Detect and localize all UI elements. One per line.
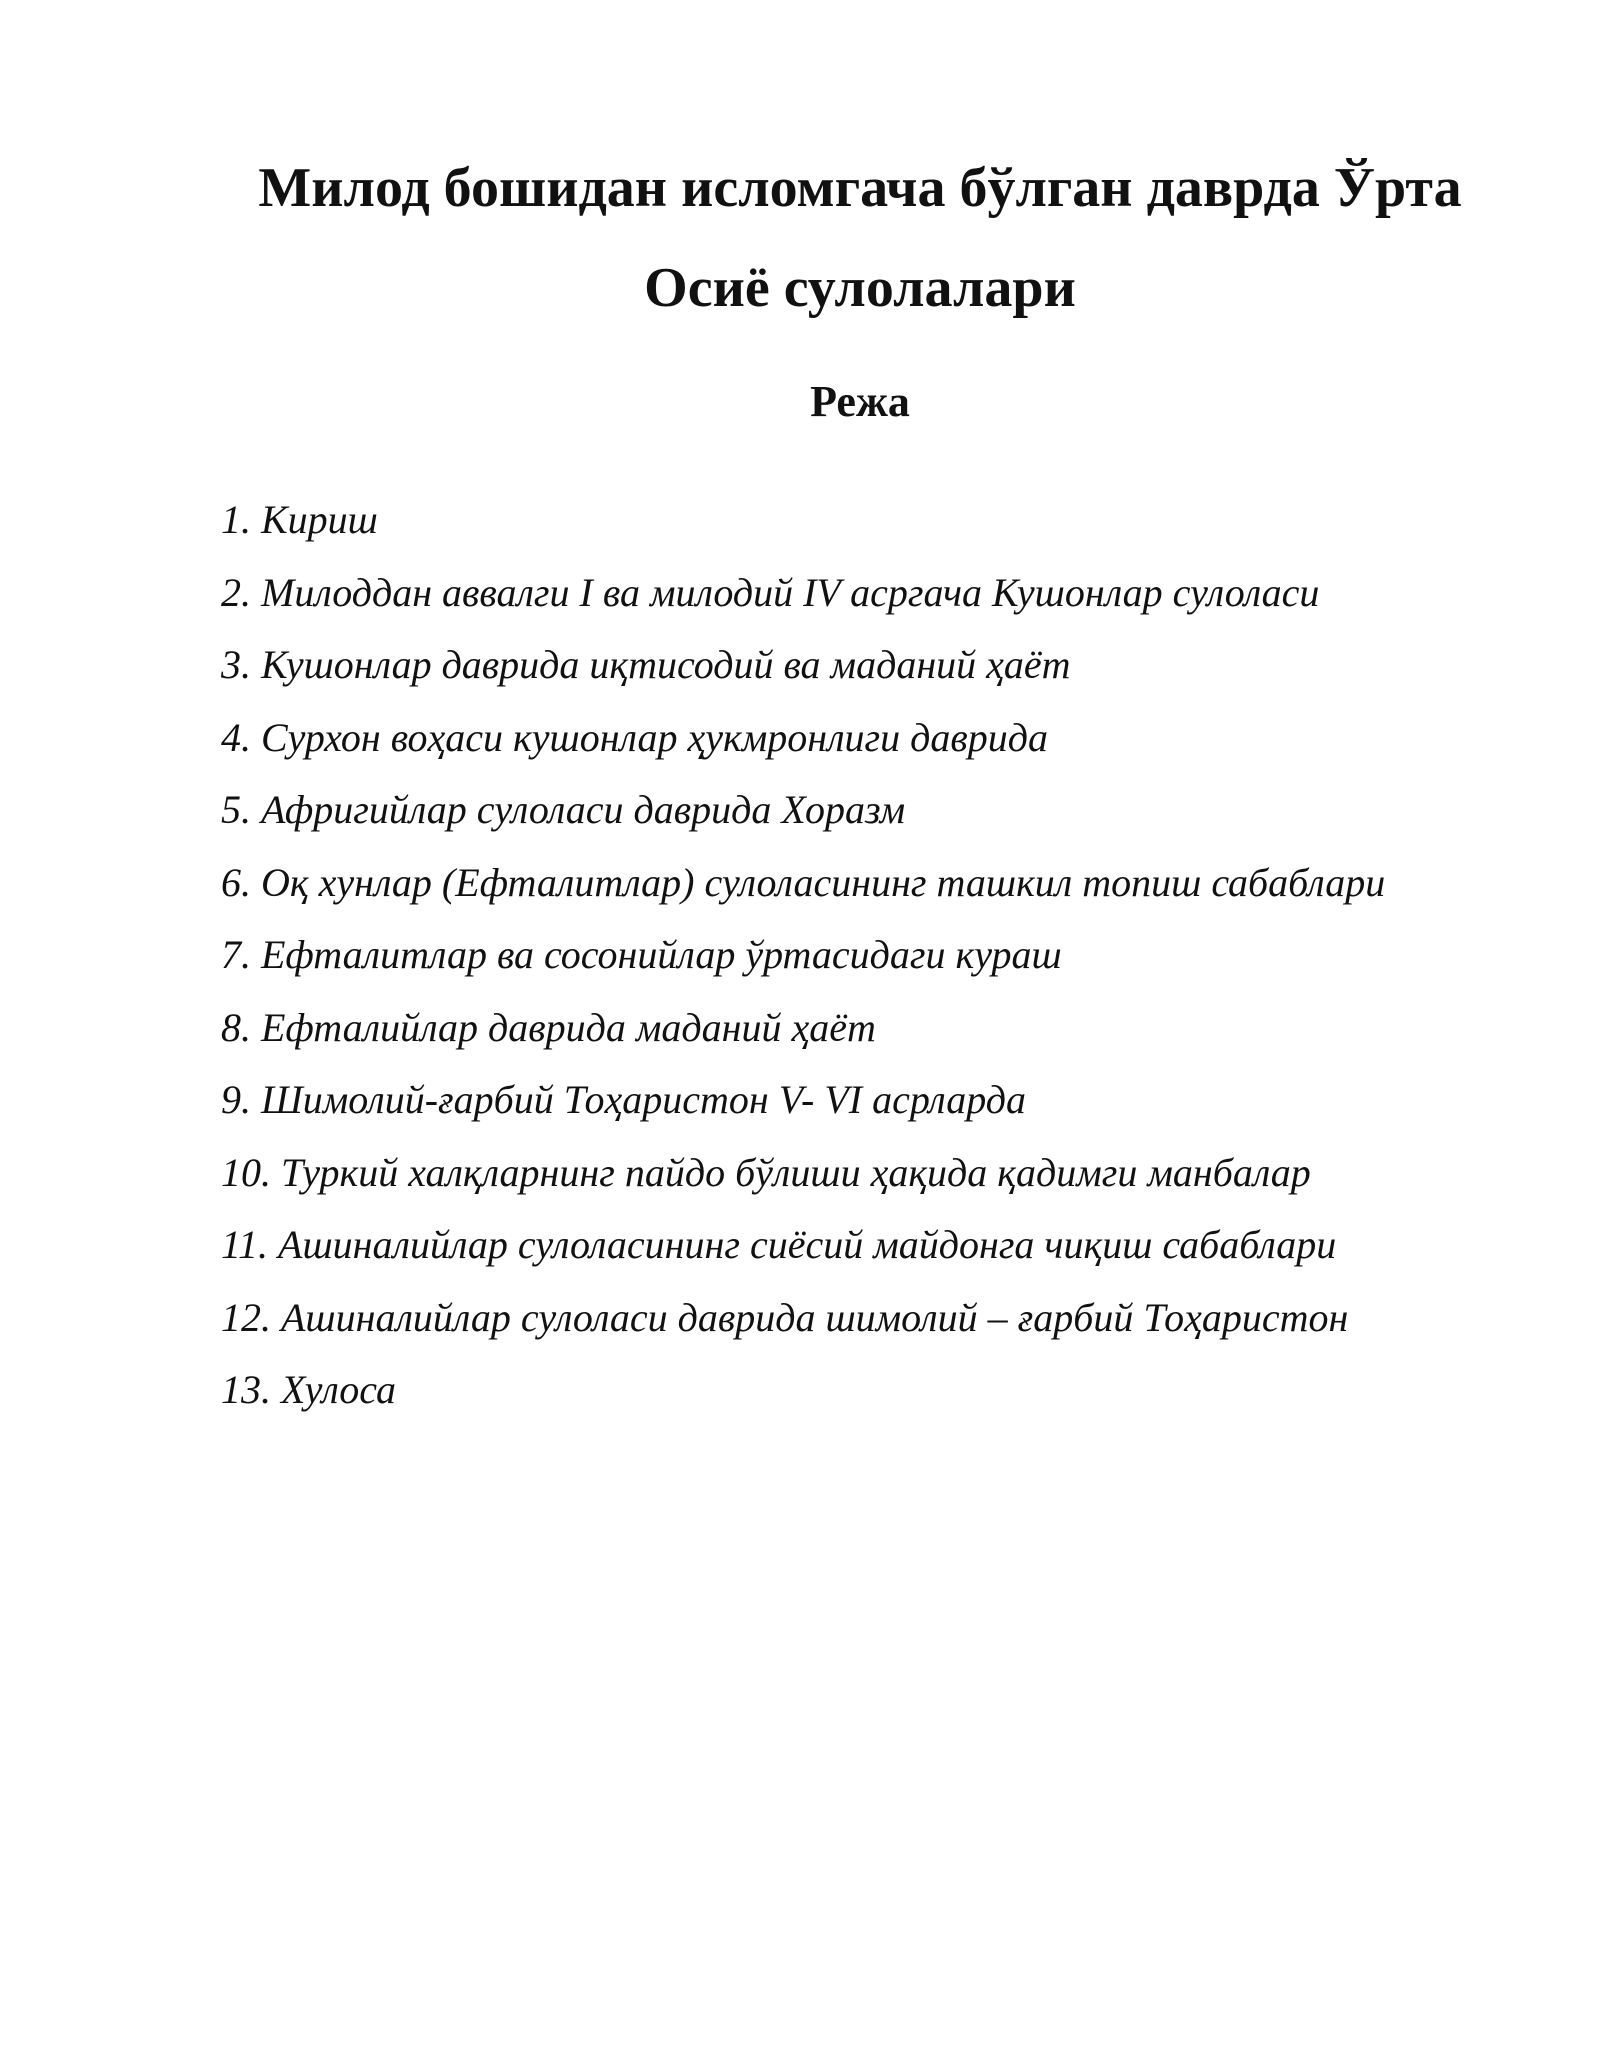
plan-item-10: 10. Туркий халқларнинг пайдо бўлиши ҳақида қадимги манбалар	[221, 1149, 1311, 1195]
plan-item-6: 6. Оқ хунлар (Ефталитлар) сулоласининг ташкил топиш сабаблари	[221, 859, 1386, 905]
plan-item-13: 13. Хулоса	[221, 1367, 396, 1412]
plan-item-5: 5. Афригийлар сулоласи даврида Хоразм	[221, 787, 906, 832]
plan-item-11: 11. Ашиналийлар сулоласининг сиёсий майдонга чиқиш сабаблари	[221, 1222, 1337, 1267]
title-line-1: Милод бошидан исломгача бўлган даврда Ўрта	[258, 157, 1462, 219]
title-line-2: Осиё сулолалари	[644, 257, 1076, 319]
plan-item-4: 4. Сурхон воҳаси кушонлар ҳукмронлиги даврида	[221, 714, 1048, 760]
plan-item-8: 8. Ефталийлар даврида маданий ҳаёт	[221, 1004, 876, 1050]
plan-list	[221, 484, 1385, 1427]
plan-item-2: 2. Милоддан аввалги I ва милодий IV асргача Кушонлар сулоласи	[221, 569, 1320, 615]
document-title	[210, 138, 1510, 338]
plan-item-7: 7. Ефталитлар ва сосонийлар ўртасидаги кураш	[221, 932, 1062, 977]
plan-item-1: 1. Кириш	[221, 497, 378, 542]
plan-heading: Режа	[810, 377, 910, 426]
plan-item-9: 9. Шимолий-ғарбий Тоҳаристон V- VI асрларда	[221, 1077, 1026, 1122]
plan-item-12: 12. Ашиналийлар сулоласи даврида шимолий – ғарбий Тоҳаристон	[221, 1294, 1349, 1340]
plan-item-3: 3. Кушонлар даврида иқтисодий ва маданий ҳаёт	[221, 642, 1071, 687]
